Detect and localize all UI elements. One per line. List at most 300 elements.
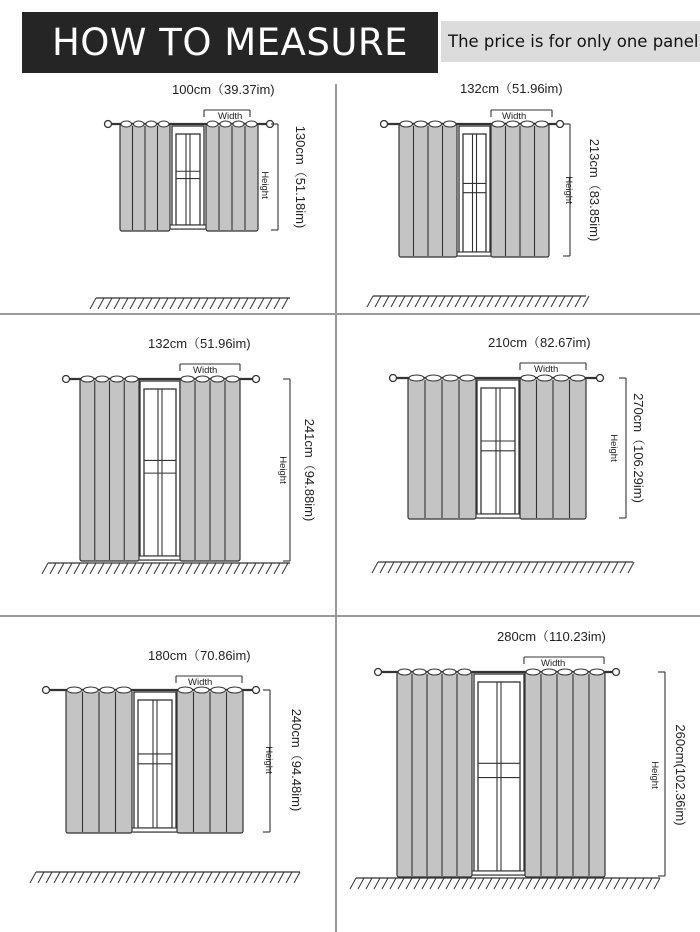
height-label: Height: [649, 761, 660, 789]
window-frame: [172, 126, 204, 229]
floor-hatch: [90, 298, 290, 309]
hatch-mark: [146, 298, 152, 309]
height-bracket: [263, 690, 274, 832]
hatch-mark: [282, 298, 288, 309]
measure-panel-1: [90, 82, 308, 309]
curtain-panel: [206, 121, 258, 231]
hatch-mark: [106, 563, 112, 574]
hatch-mark: [476, 562, 482, 573]
hatch-mark: [126, 872, 132, 883]
hatch-mark: [486, 878, 492, 889]
grommet: [146, 121, 157, 127]
hatch-mark: [358, 878, 364, 889]
hatch-mark: [186, 563, 192, 574]
hatch-mark: [58, 563, 64, 574]
hatch-mark: [487, 296, 493, 307]
hatch-mark: [628, 562, 634, 573]
grommet: [196, 376, 209, 382]
hatch-mark: [614, 878, 620, 889]
grommet: [443, 669, 456, 675]
width-label: Width: [193, 365, 218, 376]
grommet: [554, 375, 569, 381]
grommet: [100, 687, 115, 693]
hatch-mark: [566, 878, 572, 889]
hatch-mark: [98, 298, 104, 309]
hatch-mark: [106, 298, 112, 309]
hatch-mark: [598, 878, 604, 889]
grommet: [409, 375, 424, 381]
window-sill: [131, 828, 179, 832]
hatch-mark: [178, 563, 184, 574]
grommet: [181, 376, 194, 382]
hatch-mark: [604, 562, 610, 573]
hatch-mark: [398, 878, 404, 889]
hatch-mark: [206, 872, 212, 883]
hatch-mark: [138, 298, 144, 309]
rod-finial: [557, 121, 564, 128]
hatch-mark: [102, 872, 108, 883]
grommet: [558, 669, 572, 675]
hatch-mark: [350, 878, 356, 889]
width-value: 132cm（51.96im): [460, 81, 563, 96]
hatch-mark: [202, 298, 208, 309]
hatch-mark: [470, 878, 476, 889]
rod-finial: [253, 687, 260, 694]
height-value: 260cm(102.36im): [673, 724, 688, 826]
hatch-mark: [524, 562, 530, 573]
hatch-mark: [38, 872, 44, 883]
hatch-mark: [582, 878, 588, 889]
hatch-mark: [428, 562, 434, 573]
hatch-mark: [246, 872, 252, 883]
window-sill: [456, 252, 493, 256]
hatch-mark: [130, 563, 136, 574]
hatch-mark: [620, 562, 626, 573]
hatch-mark: [478, 878, 484, 889]
hatch-mark: [596, 562, 602, 573]
hatch-mark: [638, 878, 644, 889]
hatch-mark: [54, 872, 60, 883]
width-bracket: [520, 363, 586, 375]
height-label: Height: [259, 171, 270, 199]
window-sill: [471, 871, 527, 875]
width-value: 210cm（82.67im): [488, 335, 591, 350]
hatch-mark: [388, 562, 394, 573]
hatch-mark: [138, 563, 144, 574]
hatch-mark: [511, 296, 517, 307]
grommet: [398, 669, 411, 675]
height-bracket: [277, 379, 290, 561]
hatch-mark: [436, 562, 442, 573]
curtain-panel: [408, 375, 476, 519]
hatch-mark: [540, 562, 546, 573]
hatch-mark: [194, 563, 200, 574]
window-sill: [474, 514, 522, 518]
hatch-mark: [454, 878, 460, 889]
floor-hatch: [367, 296, 589, 307]
hatch-mark: [551, 296, 557, 307]
height-value: 270cm（106.29im): [631, 393, 646, 503]
rod-finial: [613, 669, 620, 676]
hatch-mark: [254, 872, 260, 883]
hatch-mark: [612, 562, 618, 573]
curtain-panel: [397, 669, 472, 877]
hatch-mark: [495, 296, 501, 307]
height-bracket: [259, 124, 278, 230]
hatch-mark: [399, 296, 405, 307]
hatch-mark: [266, 298, 272, 309]
grommet: [81, 376, 94, 382]
height-label: Height: [563, 176, 574, 204]
rod-finial: [105, 121, 112, 128]
measure-panel-2: [367, 81, 602, 307]
hatch-mark: [423, 296, 429, 307]
hatch-mark: [286, 872, 292, 883]
width-value: 280cm（110.23im): [497, 629, 606, 644]
hatch-mark: [422, 878, 428, 889]
hatch-mark: [82, 563, 88, 574]
hatch-mark: [412, 562, 418, 573]
hatch-mark: [654, 878, 660, 889]
hatch-mark: [492, 562, 498, 573]
hatch-mark: [502, 878, 508, 889]
floor-hatch: [372, 562, 634, 573]
window-pane: [176, 134, 200, 225]
curtain-panel: [120, 121, 170, 231]
grommet: [121, 121, 132, 127]
hatch-mark: [46, 872, 52, 883]
height-label: Height: [608, 434, 619, 462]
hatch-mark: [575, 296, 581, 307]
hatch-mark: [142, 872, 148, 883]
hatch-mark: [439, 296, 445, 307]
hatch-mark: [170, 563, 176, 574]
window-pane: [144, 389, 176, 556]
grommet: [125, 376, 138, 382]
hatch-mark: [534, 878, 540, 889]
rod-finial: [43, 687, 50, 694]
grommet: [226, 376, 239, 382]
hatch-mark: [468, 562, 474, 573]
window-sill: [169, 225, 207, 229]
grommet: [207, 121, 218, 127]
floor-hatch: [30, 872, 300, 883]
hatch-mark: [580, 562, 586, 573]
page-title: HOW TO MEASURE: [51, 21, 409, 64]
hatch-mark: [446, 878, 452, 889]
grommet: [444, 121, 457, 127]
hatch-mark: [30, 872, 36, 883]
grommet: [429, 121, 442, 127]
curtain-panel: [399, 121, 457, 257]
hatch-mark: [122, 563, 128, 574]
hatch-mark: [222, 872, 228, 883]
hatch-mark: [134, 872, 140, 883]
hatch-mark: [548, 562, 554, 573]
hatch-mark: [210, 563, 216, 574]
hatch-mark: [294, 872, 300, 883]
grommet: [211, 687, 226, 693]
hatch-mark: [242, 563, 248, 574]
hatch-mark: [550, 878, 556, 889]
hatch-mark: [226, 563, 232, 574]
hatch-mark: [162, 298, 168, 309]
hatch-mark: [372, 562, 378, 573]
curtain-panel: [525, 669, 605, 877]
hatch-mark: [234, 298, 240, 309]
rod-finial: [63, 376, 70, 383]
window: [471, 674, 527, 875]
width-label: Width: [218, 111, 243, 122]
hatch-mark: [154, 298, 160, 309]
hatch-mark: [556, 562, 562, 573]
curtain-panel: [491, 121, 549, 257]
hatch-mark: [519, 296, 525, 307]
hatch-mark: [238, 872, 244, 883]
hatch-mark: [374, 878, 380, 889]
hatch-mark: [218, 563, 224, 574]
grommet: [246, 121, 257, 127]
hatch-mark: [406, 878, 412, 889]
hatch-mark: [218, 298, 224, 309]
hatch-mark: [214, 872, 220, 883]
rod-finial: [253, 376, 260, 383]
hatch-mark: [226, 298, 232, 309]
width-value: 100cm（39.37im): [172, 82, 275, 97]
hatch-mark: [558, 878, 564, 889]
width-bracket: [524, 657, 604, 669]
hatch-mark: [382, 878, 388, 889]
hatch-mark: [444, 562, 450, 573]
hatch-mark: [583, 296, 589, 307]
hatch-mark: [178, 298, 184, 309]
height-bracket: [563, 124, 574, 256]
hatch-mark: [462, 878, 468, 889]
hatch-mark: [383, 296, 389, 307]
grommet: [134, 121, 145, 127]
grommet: [428, 669, 441, 675]
grommet: [590, 669, 604, 675]
height-bracket: [649, 672, 665, 876]
window: [169, 126, 207, 229]
hatch-mark: [94, 872, 100, 883]
height-label: Height: [277, 456, 288, 484]
curtain-panel: [177, 687, 243, 833]
hatch-mark: [154, 563, 160, 574]
hatch-mark: [503, 296, 509, 307]
grommet: [415, 121, 428, 127]
hatch-mark: [375, 296, 381, 307]
hatch-mark: [162, 563, 168, 574]
hatch-mark: [390, 878, 396, 889]
hatch-mark: [86, 872, 92, 883]
curtain-panel: [66, 687, 132, 833]
curtain-panel: [80, 376, 139, 561]
hatch-mark: [479, 296, 485, 307]
hatch-mark: [270, 872, 276, 883]
grommet: [526, 669, 540, 675]
hatch-mark: [484, 562, 490, 573]
hatch-mark: [438, 878, 444, 889]
grommet: [413, 669, 426, 675]
hatch-mark: [420, 562, 426, 573]
hatch-mark: [510, 878, 516, 889]
price-note: The price is for only one panel: [441, 21, 700, 62]
window: [456, 126, 493, 256]
hatch-mark: [367, 296, 373, 307]
hatch-mark: [278, 872, 284, 883]
hatch-mark: [282, 563, 288, 574]
window-pane: [478, 682, 520, 871]
hatch-mark: [646, 878, 652, 889]
grommet: [538, 375, 553, 381]
hatch-mark: [78, 872, 84, 883]
hatch-mark: [590, 878, 596, 889]
hatch-mark: [262, 872, 268, 883]
grommet: [458, 669, 471, 675]
hatch-mark: [250, 563, 256, 574]
hatch-mark: [430, 878, 436, 889]
hatch-mark: [366, 878, 372, 889]
measure-panel-5: [30, 648, 304, 883]
curtain-panel: [180, 376, 240, 561]
hatch-mark: [431, 296, 437, 307]
grommet: [400, 121, 413, 127]
hatch-mark: [404, 562, 410, 573]
curtain-body: [397, 672, 472, 877]
hatch-mark: [274, 298, 280, 309]
hatch-mark: [110, 872, 116, 883]
window: [137, 381, 183, 560]
grommet: [228, 687, 243, 693]
grommet: [96, 376, 109, 382]
hatch-mark: [574, 878, 580, 889]
grommet: [111, 376, 124, 382]
rod-finial: [597, 375, 604, 382]
width-value: 132cm（51.96im): [148, 336, 251, 351]
hatch-mark: [202, 563, 208, 574]
hatch-mark: [158, 872, 164, 883]
hatch-mark: [559, 296, 565, 307]
hatch-mark: [622, 878, 628, 889]
hatch-mark: [494, 878, 500, 889]
hatch-mark: [190, 872, 196, 883]
hatch-mark: [98, 563, 104, 574]
hatch-mark: [70, 872, 76, 883]
width-bracket: [176, 676, 242, 688]
height-value: 130cm（51.18im): [293, 125, 308, 229]
height-label: Height: [263, 746, 274, 774]
width-bracket: [491, 110, 552, 122]
hatch-mark: [74, 563, 80, 574]
grommet: [574, 669, 588, 675]
hatch-mark: [122, 298, 128, 309]
hatch-mark: [415, 296, 421, 307]
hatch-mark: [471, 296, 477, 307]
rod-finial: [390, 375, 397, 382]
window: [131, 692, 179, 832]
hatch-mark: [455, 296, 461, 307]
hatch-mark: [234, 563, 240, 574]
hatch-mark: [50, 563, 56, 574]
hatch-mark: [542, 878, 548, 889]
hatch-mark: [532, 562, 538, 573]
hatch-mark: [396, 562, 402, 573]
window-frame: [140, 381, 180, 560]
hatch-mark: [258, 298, 264, 309]
grommet: [117, 687, 132, 693]
hatch-mark: [460, 562, 466, 573]
height-value: 241cm（94.88im): [302, 418, 317, 522]
hatch-mark: [166, 872, 172, 883]
hatch-mark: [518, 878, 524, 889]
measure-panel-4: [372, 335, 646, 573]
hatch-mark: [90, 298, 96, 309]
hatch-mark: [170, 298, 176, 309]
curtain-body: [525, 672, 605, 877]
hatch-mark: [606, 878, 612, 889]
hatch-mark: [114, 298, 120, 309]
rod-finial: [375, 669, 382, 676]
rod-finial: [381, 121, 388, 128]
hatch-mark: [118, 872, 124, 883]
hatch-mark: [250, 298, 256, 309]
window-frame: [134, 692, 176, 832]
hatch-mark: [588, 562, 594, 573]
grommet: [159, 121, 170, 127]
hatch-mark: [414, 878, 420, 889]
hatch-mark: [186, 298, 192, 309]
grommet: [443, 375, 458, 381]
hatch-mark: [452, 562, 458, 573]
hatch-mark: [407, 296, 413, 307]
grommet: [536, 121, 549, 127]
width-bracket: [204, 110, 250, 122]
hatch-mark: [526, 878, 532, 889]
hatch-mark: [198, 872, 204, 883]
hatch-mark: [146, 563, 152, 574]
hatch-mark: [572, 562, 578, 573]
hatch-mark: [516, 562, 522, 573]
hatch-mark: [242, 298, 248, 309]
hatch-mark: [564, 562, 570, 573]
grommet: [571, 375, 586, 381]
window-sill: [137, 556, 183, 560]
grommet: [211, 376, 224, 382]
hatch-mark: [527, 296, 533, 307]
window-frame: [474, 674, 524, 875]
hatch-mark: [66, 563, 72, 574]
grommet: [426, 375, 441, 381]
window-frame: [477, 380, 519, 518]
hatch-mark: [150, 872, 156, 883]
hatch-mark: [114, 563, 120, 574]
height-value: 240cm（94.48im): [289, 708, 304, 812]
width-label: Width: [188, 677, 213, 688]
hatch-mark: [508, 562, 514, 573]
hatch-mark: [630, 878, 636, 889]
hatch-mark: [182, 872, 188, 883]
hatch-mark: [266, 563, 272, 574]
hatch-mark: [62, 872, 68, 883]
hatch-mark: [391, 296, 397, 307]
hatch-mark: [380, 562, 386, 573]
hatch-mark: [174, 872, 180, 883]
hatch-mark: [130, 298, 136, 309]
width-bracket: [180, 364, 240, 376]
hatch-mark: [274, 563, 280, 574]
measure-panel-6: [350, 629, 688, 889]
